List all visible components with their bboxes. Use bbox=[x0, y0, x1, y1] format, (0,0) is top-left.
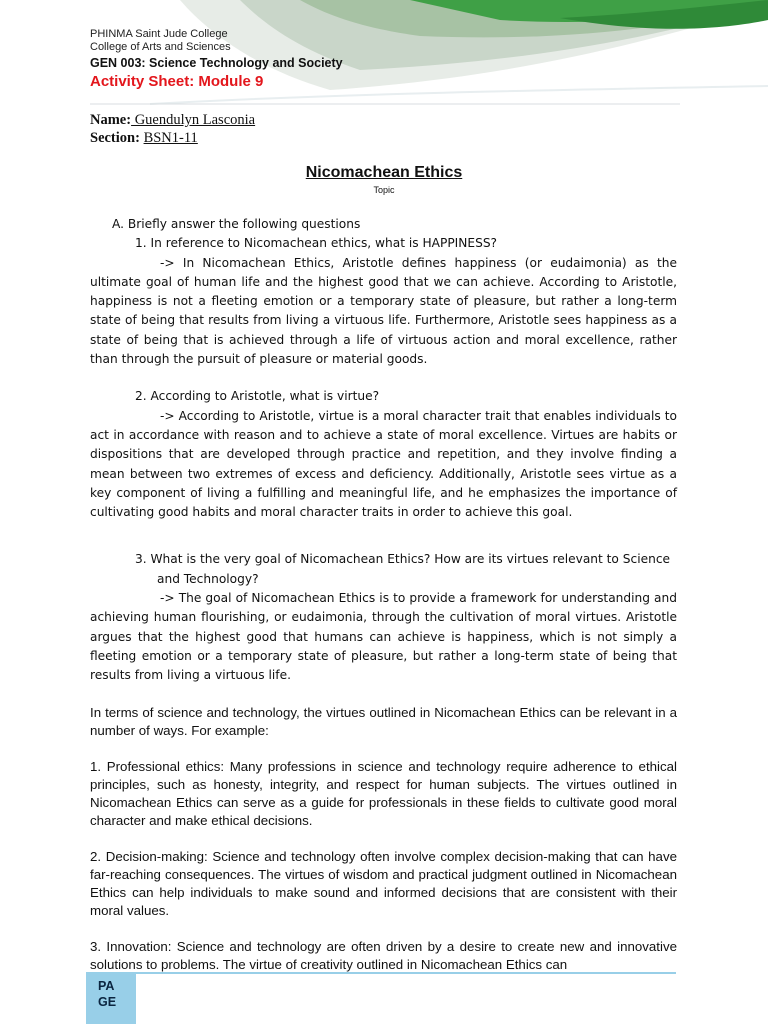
part-a-heading: A. Briefly answer the following questions bbox=[112, 217, 361, 231]
question-3: 3. What is the very goal of Nicomachean Ethics? How are its virtues relevant to Science and Technology? bbox=[135, 552, 671, 586]
section-label: Section: bbox=[90, 130, 140, 146]
page-label-line2: GE bbox=[98, 995, 117, 1009]
document-body bbox=[90, 215, 677, 974]
paragraph-intro: In terms of science and technology, the virtues outlined in Nicomachean Ethics can be relevant in a number of ways. For example: bbox=[90, 704, 677, 738]
page-label bbox=[98, 978, 138, 1010]
school-header bbox=[90, 28, 231, 54]
footer-rule bbox=[86, 972, 676, 974]
question-2: 2. According to Aristotle, what is virtue? bbox=[135, 389, 380, 404]
name-label: Name: bbox=[90, 112, 132, 128]
answer-1: -> In Nicomachean Ethics, Aristotle defines happiness (or eudaimonia) as the ultimate goal of human life and the highest good that we can achieve. According to Aristotle, happiness is not a fleeting emotion or a temporary state of pleasure, but rather a long-term state of being that results from living a virtuous life. Furthermore, Aristotle sees happiness as a state of being that is achieved through a life of virtuous action and moral excellence, rather than through the pursuit of pleasure or material goods. bbox=[90, 255, 677, 367]
topic-label: Topic bbox=[373, 185, 395, 195]
section-value: BSN1-11 bbox=[143, 130, 198, 146]
name-row bbox=[90, 111, 255, 129]
name-value: Guendulyn Lasconia bbox=[131, 112, 256, 128]
school-name: PHINMA Saint Jude College bbox=[90, 28, 228, 40]
section-row bbox=[90, 129, 255, 147]
paragraph-professional-ethics: 1. Professional ethics: Many professions in science and technology require adherence to ethical principles, such as honesty, integrity, and respect for human subjects. The virtues outlined in Nicomachean Ethics can serve as a guide for professionals in these fields to cultivate good moral character and make ethical decisions. bbox=[90, 758, 677, 828]
student-info bbox=[90, 111, 255, 147]
page-label-line1: PA bbox=[98, 979, 115, 993]
answer-2: -> According to Aristotle, virtue is a moral character trait that enables individuals to act in accordance with reason and to achieve a state of moral excellence. Virtues are habits or dispositions that are developed through practice and repetition, and they involve finding a mean between two extremes of excess and deficiency. Additionally, Aristotle sees virtue as a key component of living a fulfilling and meaningful life, and he emphasizes the importance of cultivating good habits and moral character traits in order to achieve this goal. bbox=[90, 408, 677, 520]
document-title: Nicomachean Ethics bbox=[305, 164, 463, 181]
college-name: College of Arts and Sciences bbox=[90, 41, 231, 53]
paragraph-decision-making: 2. Decision-making: Science and technology often involve complex decision-making that can have far-reaching consequences. The virtues of wisdom and practical judgment outlined in Nicomachean Ethics can help individuals to make sound and informed decisions that are consistent with their moral values. bbox=[90, 848, 677, 918]
header-wave-graphic bbox=[0, 0, 768, 110]
activity-sheet-title: Activity Sheet: Module 9 bbox=[90, 73, 264, 90]
question-1: 1. In reference to Nicomachean ethics, what is HAPPINESS? bbox=[135, 236, 498, 251]
course-title: GEN 003: Science Technology and Society bbox=[90, 56, 343, 70]
paragraph-innovation: 3. Innovation: Science and technology are often driven by a desire to create new and innovative solutions to problems. The virtue of creativity outlined in Nicomachean Ethics can bbox=[90, 938, 677, 972]
answer-3: -> The goal of Nicomachean Ethics is to provide a framework for understanding and achieving human flourishing, or eudaimonia, through the cultivation of moral virtues. Aristotle argues that the highest good that humans can achieve is happiness, which is not simply a fleeting emotion or a temporary state of pleasure, but rather a long-term state of being that results from living a virtuous life. bbox=[90, 591, 677, 683]
